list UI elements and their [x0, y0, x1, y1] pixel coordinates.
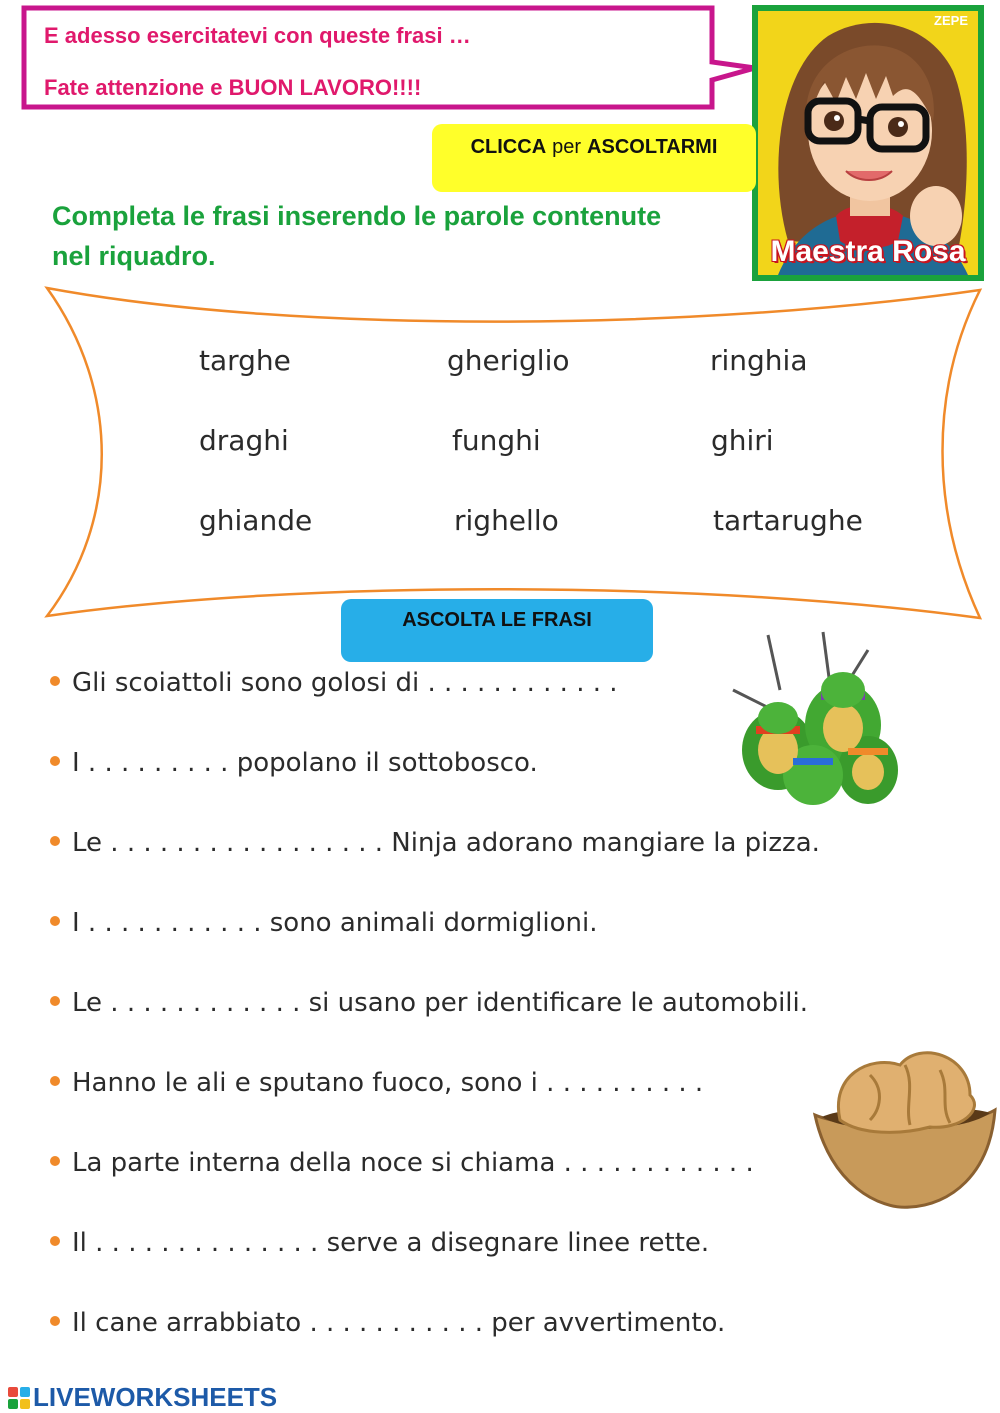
- ninja-turtles-illustration: [718, 630, 908, 810]
- sentence-item: [50, 1148, 754, 1178]
- word-bank-item: righello: [454, 504, 559, 537]
- sentence-text: Le . . . . . . . . . . . . . . . . . Ninja adorano mangiare la pizza.: [72, 828, 820, 858]
- instruction-line-1: Completa le frasi inserendo le parole contenute: [52, 201, 662, 231]
- bubble-line-1: E adesso esercitatevi con queste frasi …: [44, 23, 471, 48]
- bullet-icon: [50, 676, 60, 686]
- sentence-item: [50, 1068, 703, 1098]
- liveworksheets-logo-icon: [8, 1387, 30, 1409]
- word-bank-item: ghiande: [199, 504, 313, 537]
- bullet-icon: [50, 1076, 60, 1086]
- bullet-icon: [50, 1316, 60, 1326]
- sentence-text: La parte interna della noce si chiama . . . . . . . . . . . .: [72, 1148, 754, 1178]
- sentence-item: [50, 1228, 709, 1258]
- bullet-icon: [50, 756, 60, 766]
- sentence-text: Gli scoiattoli sono golosi di . . . . . . . . . . . .: [72, 668, 618, 698]
- avatar-corner-text: ZEPE: [934, 13, 968, 28]
- avatar: [752, 5, 984, 281]
- sentence-text: I . . . . . . . . . popolano il sottobosco.: [72, 748, 538, 778]
- sentence-item: [50, 1308, 725, 1338]
- liveworksheets-logo[interactable]: [8, 1382, 277, 1413]
- word-bank-item: gheriglio: [447, 344, 570, 377]
- bullet-icon: [50, 916, 60, 926]
- word-bank-item: funghi: [452, 424, 541, 457]
- sentence-text: Il . . . . . . . . . . . . . . serve a disegnare linee rette.: [72, 1228, 710, 1258]
- listen-to-me-button[interactable]: [432, 124, 756, 192]
- listen-me-label-part3: ASCOLTARMI: [587, 135, 718, 158]
- sentence-item: [50, 668, 618, 698]
- avatar-caption: Maestra Rosa: [770, 235, 966, 268]
- sentence-text: Le . . . . . . . . . . . . si usano per identificare le automobili.: [72, 988, 809, 1018]
- sentence-item: [50, 988, 808, 1018]
- bullet-icon: [50, 996, 60, 1006]
- sentence-item: [50, 748, 538, 778]
- sentence-text: Il cane arrabbiato . . . . . . . . . . . per avvertimento.: [72, 1308, 726, 1338]
- listen-me-label-part2: per: [552, 135, 582, 158]
- word-bank-item: draghi: [199, 424, 289, 457]
- speech-bubble: [0, 0, 760, 120]
- sentence-item: [50, 908, 597, 938]
- word-bank-item: targhe: [199, 344, 291, 377]
- bullet-icon: [50, 1156, 60, 1166]
- walnut-illustration: [810, 1035, 1000, 1215]
- instruction-text: [52, 196, 752, 276]
- sentence-text: Hanno le ali e sputano fuoco, sono i . . . . . . . . . .: [72, 1068, 704, 1098]
- liveworksheets-logo-text: LIVEWORKSHEETS: [33, 1382, 278, 1412]
- bullet-icon: [50, 836, 60, 846]
- sentence-item: [50, 828, 820, 858]
- listen-me-label-part1: CLICCA: [470, 135, 547, 158]
- word-bank-item: tartarughe: [713, 504, 863, 537]
- bubble-line-2: Fate attenzione e BUON LAVORO!!!!: [44, 75, 422, 100]
- word-bank-item: ringhia: [710, 344, 808, 377]
- sentence-text: I . . . . . . . . . . . sono animali dormiglioni.: [72, 908, 598, 938]
- instruction-line-2: nel riquadro.: [52, 241, 216, 271]
- bullet-icon: [50, 1236, 60, 1246]
- listen-phrases-button[interactable]: ASCOLTA LE FRASI: [341, 599, 653, 662]
- word-bank-item: ghiri: [711, 424, 774, 457]
